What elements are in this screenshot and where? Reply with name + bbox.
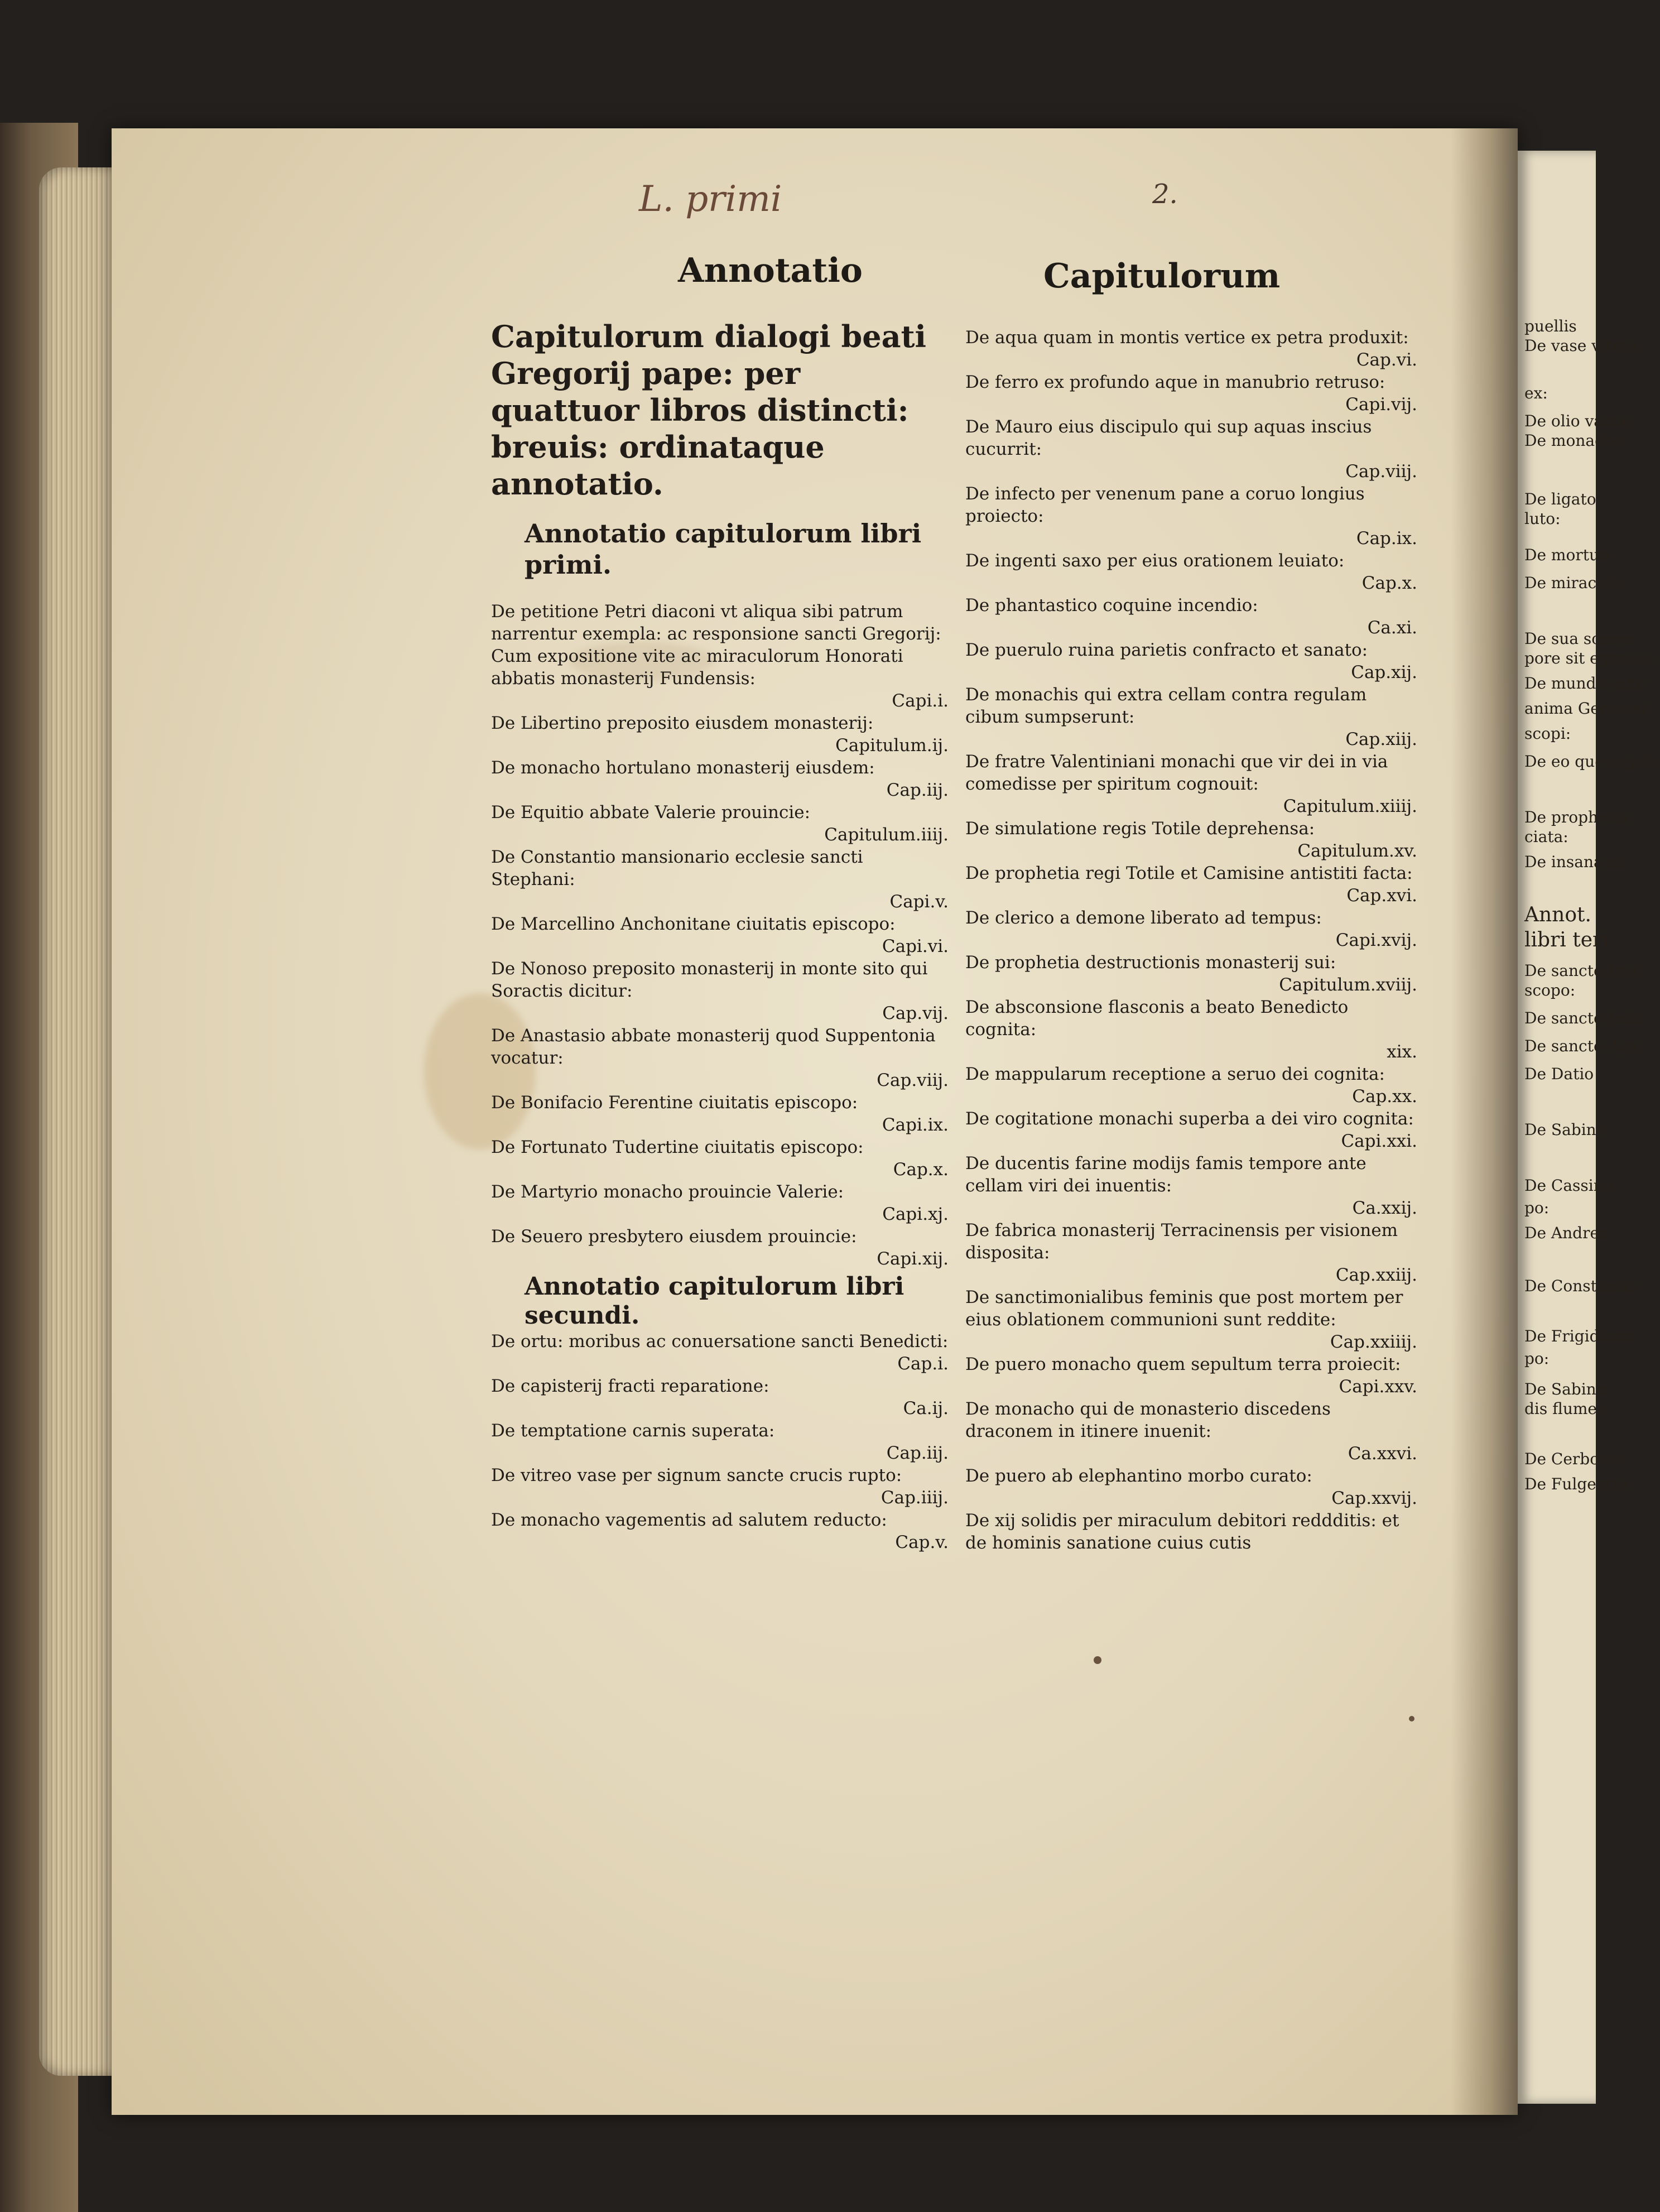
list-item: De monacho vagementis ad salutem reducto: Cap.v.	[491, 1510, 949, 1552]
next-page-text: scopi:	[1524, 724, 1571, 743]
list-item: De prophetia destructionis monasterij sui: Capitulum.xviij.	[965, 953, 1417, 995]
book2-heading: Annotatio capitulorum libri secundi.	[525, 1272, 904, 1330]
next-page-text: De Fulgentio	[1524, 1475, 1627, 1493]
list-item: De fabrica monasterij Terracinensis per visionem disposita: Cap.xxiij.	[965, 1220, 1417, 1285]
next-page-text: ex:	[1524, 384, 1548, 402]
list-item: De simulatione regis Totile deprehensa: Capitulum.xv.	[965, 819, 1417, 861]
next-page-text: De sua sorore	[1524, 629, 1635, 648]
next-page-text: pore sit egressa:	[1524, 649, 1657, 667]
next-page-text: De Datio	[1524, 1065, 1594, 1083]
list-item: De Martyrio monacho prouincie Valerie: Capi.xj.	[491, 1182, 949, 1224]
next-page-text: De eo que regula	[1524, 752, 1660, 771]
next-page-text: po:	[1524, 1199, 1550, 1217]
next-page-text: dis flumen	[1524, 1400, 1608, 1418]
list-item: De ferro ex profundo aque in manubrio retruso: Capi.vij.	[965, 372, 1417, 415]
next-page-text: De Cerbonio	[1524, 1450, 1624, 1468]
next-page-text: De Frigidiano	[1524, 1327, 1634, 1345]
list-item: De Mauro eius discipulo qui sup aquas inscius cucurrit: Cap.viij.	[965, 417, 1417, 482]
ink-spot	[1409, 1716, 1414, 1721]
list-item: De puero monacho quem sepultum terra proiecit: Capi.xxv.	[965, 1354, 1417, 1397]
work-title: Capitulorum dialogi beati Gregorij pape: per quattuor libros distincti: breuis: ordinataque annotatio.	[491, 319, 927, 502]
next-page-text: De ligato	[1524, 490, 1596, 508]
list-item: De monacho hortulano monasterij eiusdem: Cap.iij.	[491, 758, 949, 800]
list-item: De Bonifacio Ferentine ciuitatis episcopo: Capi.ix.	[491, 1093, 949, 1135]
list-item: De phantastico coquine incendio: Ca.xi.	[965, 595, 1417, 638]
folio-note: L. primi	[639, 179, 782, 220]
next-page-text: De Cassino	[1524, 1176, 1613, 1195]
next-page-text: De vase vitreo	[1524, 336, 1638, 355]
next-page-text: scopo:	[1524, 981, 1576, 999]
list-item: De Libertino preposito eiusdem monasterij: Capitulum.ij.	[491, 713, 949, 756]
right-column	[965, 326, 1417, 1554]
list-item: De ortu: moribus ac conuersatione sancti Benedicti: Cap.i.	[491, 1331, 949, 1374]
list-item: De prophetia regi Totile et Camisine antistiti facta: Cap.xvi.	[965, 863, 1417, 906]
list-item: De petitione Petri diaconi vt aliqua sibi patrum narrentur exempla: ac responsione sancti Gregorij: Cum expositione vite ac miraculorum Honorati abbatis monasterij Fundensis: Capi.i.	[491, 602, 949, 711]
next-page-text: De Sabino	[1524, 1121, 1606, 1139]
page-number: 2.	[1152, 179, 1178, 210]
next-page-text: puellis	[1524, 317, 1577, 335]
next-page-text: De insana m	[1524, 853, 1623, 871]
list-item: De cogitatione monachi superba a dei viro cognita: Capi.xxi.	[965, 1109, 1417, 1151]
list-item: De puero ab elephantino morbo curato: Cap.xxvij.	[965, 1466, 1417, 1508]
next-page-text: luto:	[1524, 509, 1561, 528]
header-left: Annotatio	[678, 251, 863, 290]
next-page-text: po:	[1524, 1349, 1550, 1368]
next-page-text: De mundo ante	[1524, 674, 1645, 693]
next-page-text: De sancto Aga	[1524, 1037, 1639, 1055]
next-page-edge	[1518, 151, 1660, 2104]
list-item: De Marcellino Anchonitane ciuitatis episcopo: Capi.vi.	[491, 914, 949, 956]
list-item: De ducentis farine modijs famis tempore ante cellam viri dei inuentis: Ca.xxij.	[965, 1153, 1417, 1218]
next-page-text: ciata:	[1524, 828, 1568, 846]
list-item: De xij solidis per miraculum debitori reddditis: et de hominis sanatione cuius cutis	[965, 1511, 1399, 1553]
next-page-text: De Andrea	[1524, 1224, 1609, 1242]
list-item: De sanctimonialibus feminis que post mortem per eius oblationem communioni sunt reddite: Cap.xxiiij.	[965, 1287, 1417, 1352]
next-page-text: De olio vacuo	[1524, 412, 1632, 430]
ink-spot	[1094, 1656, 1101, 1664]
list-item: De absconsione flasconis a beato Benedicto cognita: xix.	[965, 997, 1417, 1062]
next-page-text: Annot.	[1524, 903, 1591, 926]
next-page-text: libri teri	[1524, 929, 1609, 951]
list-item: De infecto per venenum pane a coruo longius proiecto: Cap.ix.	[965, 484, 1417, 549]
list-item: De vitreo vase per signum sancte crucis rupto: Cap.iiij.	[491, 1465, 949, 1508]
list-item: De monacho qui de monasterio discedens draconem in itinere inuenit: Ca.xxvi.	[965, 1399, 1417, 1464]
next-page-text: De sancto Paul	[1524, 961, 1642, 980]
book1-heading: Annotatio capitulorum libri primi.	[525, 518, 922, 580]
next-page-text: De miraculo	[1524, 574, 1621, 592]
list-item: De temptatione carnis superata: Cap.iij.	[491, 1421, 949, 1463]
next-page-text: De Sabino	[1524, 1380, 1606, 1398]
list-item: De clerico a demone liberato ad tempus: Capi.xvij.	[965, 908, 1417, 950]
next-page-text: De mortuo	[1524, 546, 1609, 564]
list-item: De ingenti saxo per eius orationem leuiato: Cap.x.	[965, 551, 1417, 593]
list-item: De fratre Valentiniani monachi que vir dei in via comedisse per spiritum cognouit: Capitulum.xiiij.	[965, 752, 1417, 816]
list-item: De Constantio mansionario ecclesie sancti Stephani: Capi.v.	[491, 847, 949, 912]
list-item: De Anastasio abbate monasterij quod Suppentonia vocatur: Cap.viij.	[491, 1026, 949, 1090]
next-page-text: De Constantio	[1524, 1277, 1637, 1295]
list-item: De Seuero presbytero eiusdem prouincie: Capi.xij.	[491, 1227, 949, 1269]
left-column	[491, 318, 949, 1554]
next-page-text: anima Germani	[1524, 699, 1647, 718]
header-right: Capitulorum	[1043, 257, 1281, 296]
next-page-text: De sancto Joha	[1524, 1009, 1643, 1027]
list-item: De capisterij fracti reparatione: Ca.ij.	[491, 1376, 949, 1418]
list-item: De Fortunato Tudertine ciuitatis episcopo: Cap.x.	[491, 1137, 949, 1180]
next-page-text: De prophetia	[1524, 808, 1628, 826]
list-item: De Equitio abbate Valerie prouincie: Capitulum.iiij.	[491, 802, 949, 845]
list-item: De aqua quam in montis vertice ex petra produxit: Cap.vi.	[965, 328, 1417, 370]
list-item: De mappularum receptione a seruo dei cognita: Cap.xx.	[965, 1064, 1417, 1107]
list-item: De monachis qui extra cellam contra regulam cibum sumpserunt: Cap.xiij.	[965, 685, 1417, 749]
gutter-shadow	[1451, 128, 1518, 2115]
list-item: De Nonoso preposito monasterij in monte sito qui Soractis dicitur: Cap.vij.	[491, 959, 949, 1023]
next-page-text: De monacho	[1524, 431, 1623, 450]
list-item: De puerulo ruina parietis confracto et sanato: Cap.xij.	[965, 640, 1417, 682]
